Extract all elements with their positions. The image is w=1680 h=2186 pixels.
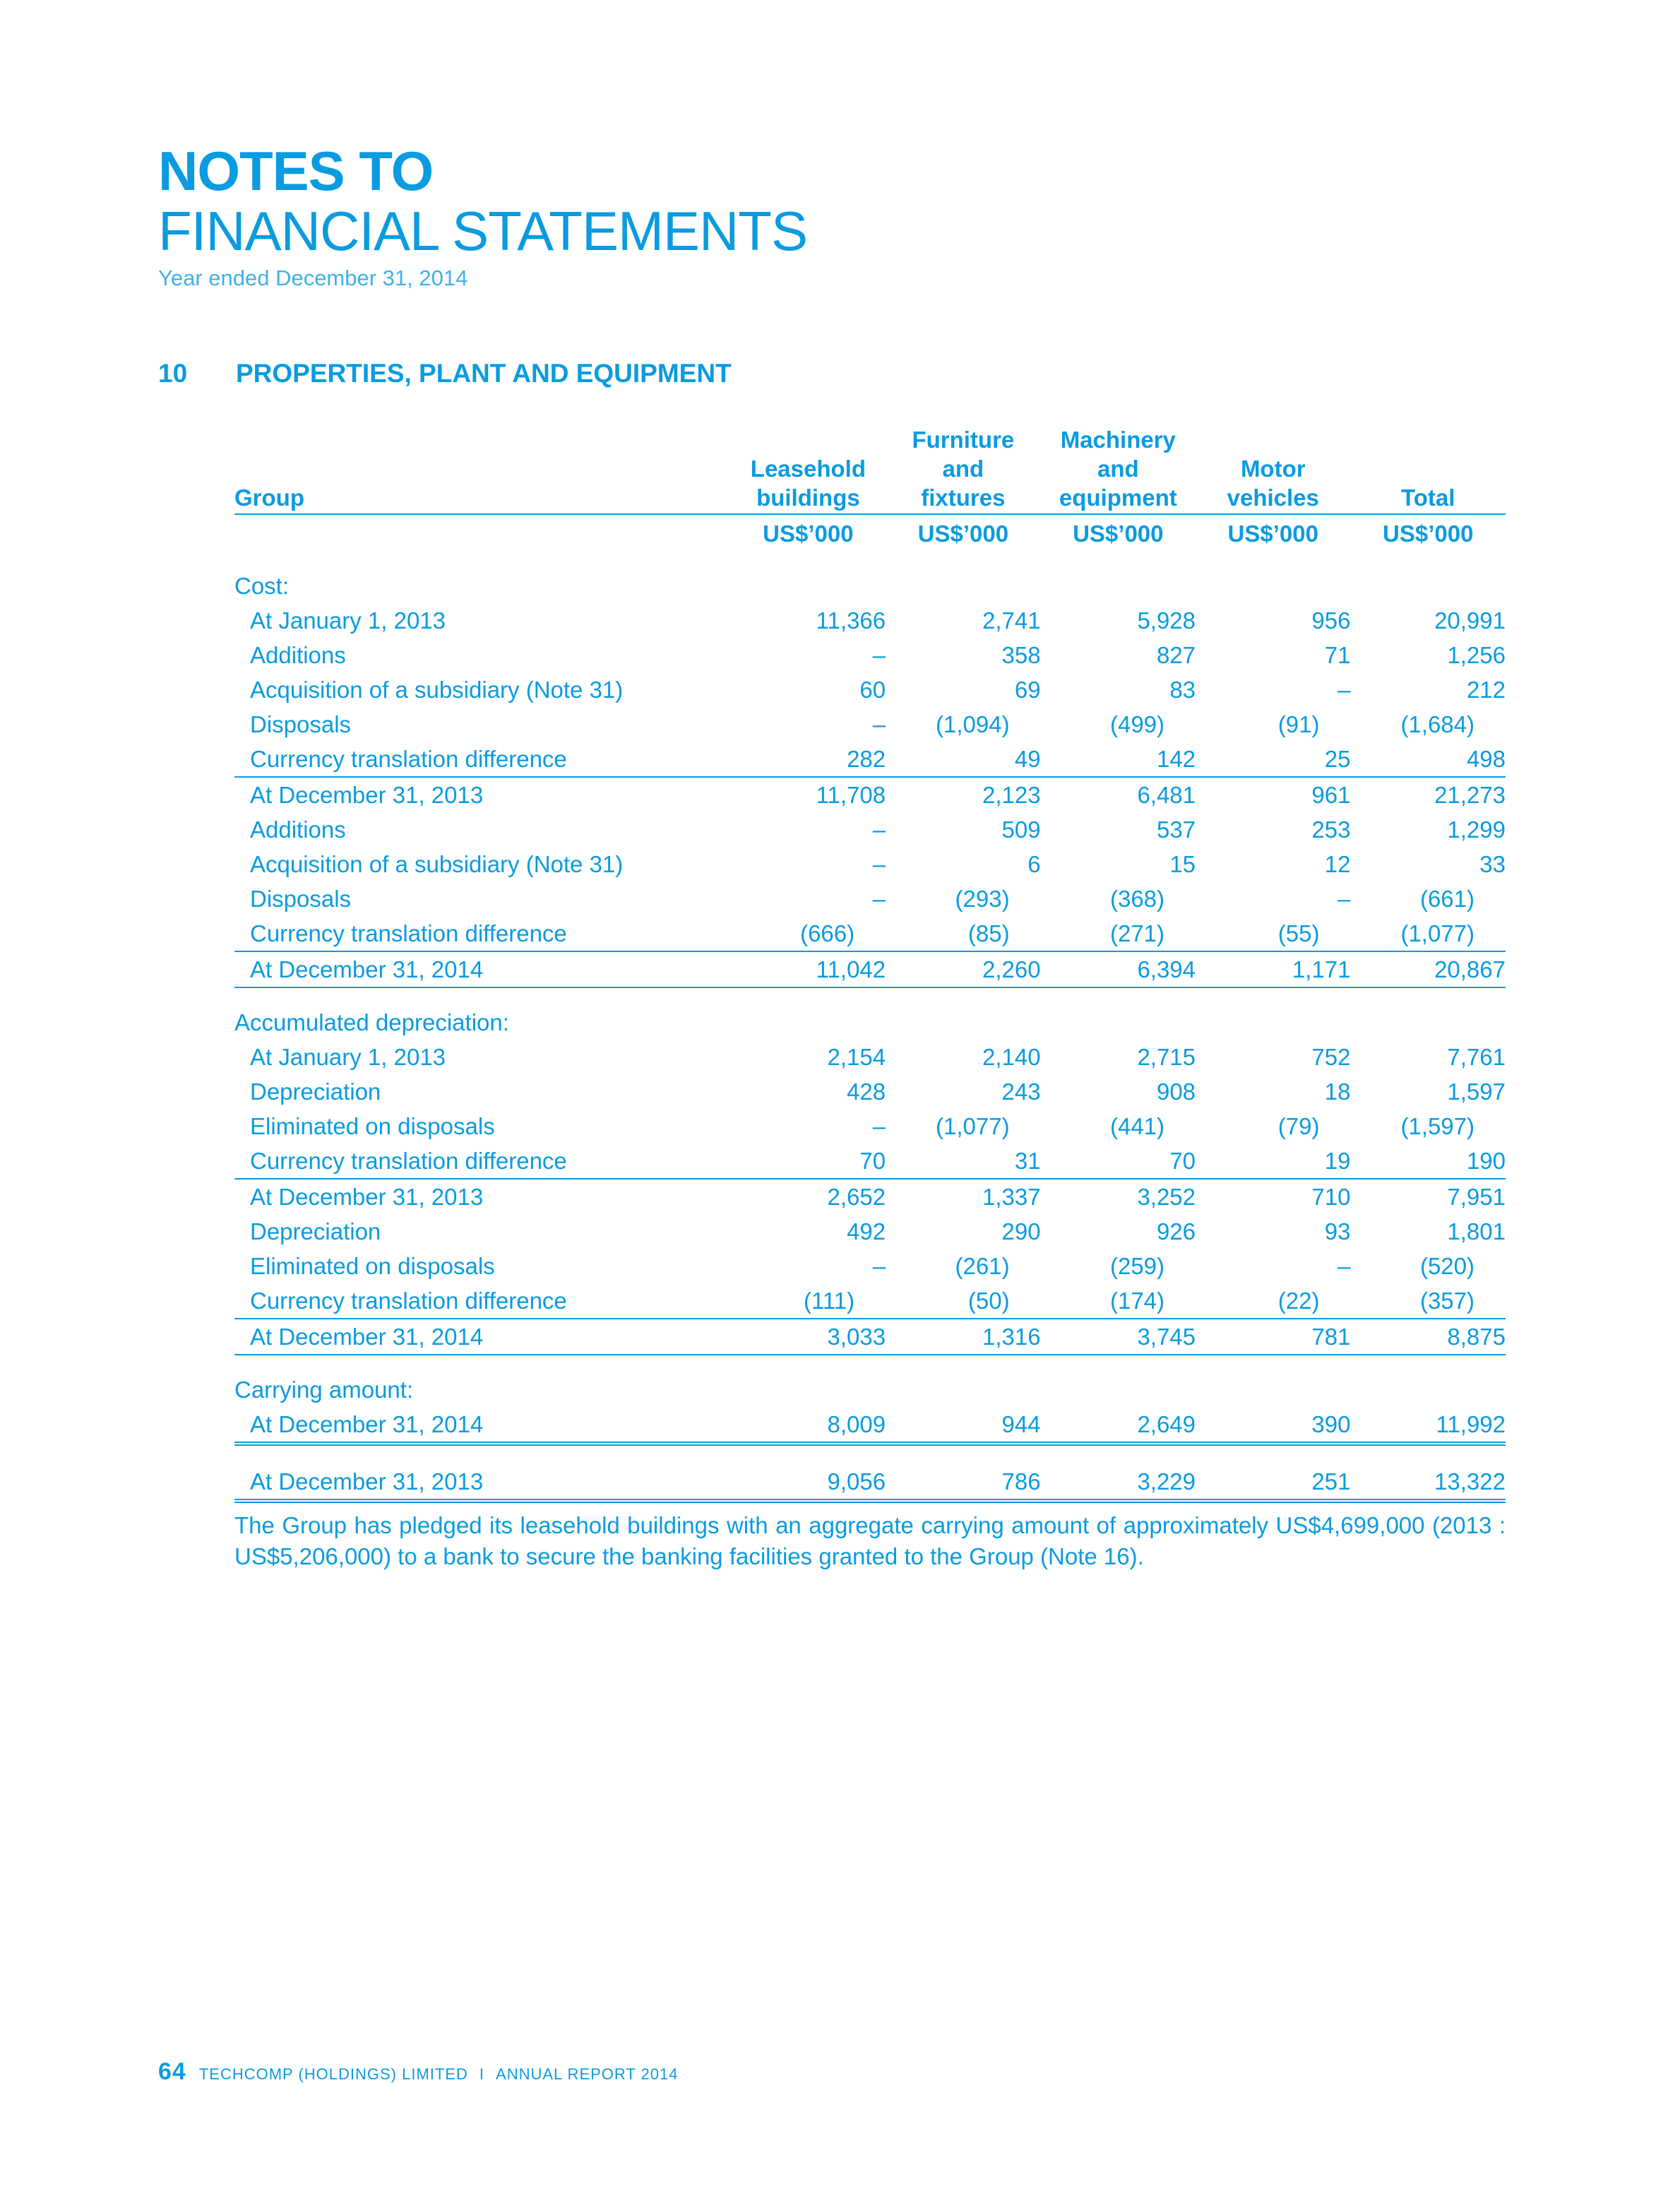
cell-value: (441) xyxy=(1109,1112,1165,1139)
section-title: PROPERTIES, PLANT AND EQUIPMENT xyxy=(236,359,732,388)
row-label: Currency translation difference xyxy=(234,1144,731,1179)
cell-value: 537 xyxy=(1156,816,1196,843)
row-label: Disposals xyxy=(250,885,352,912)
page-footer xyxy=(158,2058,679,2086)
cell-value: 190 xyxy=(1350,1144,1506,1179)
cell-value: – xyxy=(872,816,886,843)
table-section-heading: Accumulated depreciation: xyxy=(234,1009,509,1035)
table-row xyxy=(234,951,1506,987)
cell-value: (50) xyxy=(886,1283,1040,1319)
table-row xyxy=(234,1109,1506,1144)
cell-value: 2,652 xyxy=(827,1183,886,1210)
cell-value: 509 xyxy=(1001,816,1041,843)
cell-value: 6 xyxy=(1027,850,1041,877)
row-label: Currency translation difference xyxy=(234,916,731,951)
cell-value: (174) xyxy=(1041,1283,1196,1319)
cell-value: 9,056 xyxy=(731,1464,886,1501)
cell-value: 827 xyxy=(1156,641,1196,668)
unit-row xyxy=(234,514,1506,552)
table-row xyxy=(234,1144,1506,1179)
row-label: Additions xyxy=(250,816,346,843)
column-header: Leasehold buildings xyxy=(731,425,886,514)
section-number: 10 xyxy=(158,359,188,388)
cell-value: – xyxy=(872,885,886,912)
row-label: Depreciation xyxy=(250,1218,381,1245)
table-body xyxy=(234,552,1506,1501)
cell-value: 1,801 xyxy=(1447,1218,1506,1245)
cell-value: 492 xyxy=(847,1218,886,1245)
group-label: Group xyxy=(234,425,731,514)
cell-value: 69 xyxy=(1014,676,1041,703)
cell-value: – xyxy=(1338,1252,1351,1279)
row-label: At December 31, 2013 xyxy=(250,781,484,808)
cell-value: 12 xyxy=(1324,850,1351,877)
cell-value: (85) xyxy=(886,916,1040,951)
cell-value: 70 xyxy=(731,1144,886,1179)
cell-value: 2,741 xyxy=(982,607,1041,634)
row-label: At January 1, 2013 xyxy=(250,607,446,634)
cell-value: (357) xyxy=(1350,1283,1506,1319)
table-row xyxy=(234,777,1506,812)
row-label: At December 31, 2014 xyxy=(234,1407,731,1444)
title-line-2: FINANCIAL STATEMENTS xyxy=(158,200,807,262)
row-label: Disposals xyxy=(250,711,352,737)
ppe-table xyxy=(234,425,1506,1503)
section-heading-row xyxy=(234,569,1506,603)
cell-value: 390 xyxy=(1196,1407,1350,1444)
table-row xyxy=(234,603,1506,638)
cell-value: 60 xyxy=(859,676,886,703)
cell-value: 18 xyxy=(1324,1078,1351,1105)
cell-value: – xyxy=(872,641,886,668)
table-row xyxy=(234,742,1506,777)
table-row xyxy=(234,812,1506,847)
cell-value: 243 xyxy=(1001,1078,1041,1105)
table-row xyxy=(234,1283,1506,1319)
row-label: Acquisition of a subsidiary (Note 31) xyxy=(250,676,624,703)
cell-value: 710 xyxy=(1311,1183,1351,1210)
cell-value: 49 xyxy=(886,742,1040,777)
row-label: Currency translation difference xyxy=(234,1283,731,1319)
cell-value: 1,337 xyxy=(982,1183,1041,1210)
cell-value: 21,273 xyxy=(1434,781,1506,808)
cell-value: 926 xyxy=(1156,1218,1196,1245)
row-label: At December 31, 2014 xyxy=(234,1319,731,1355)
row-label: Eliminated on disposals xyxy=(250,1112,495,1139)
cell-value: (259) xyxy=(1109,1252,1165,1279)
cell-value: (520) xyxy=(1419,1252,1475,1279)
row-label: At December 31, 2013 xyxy=(234,1464,731,1501)
cell-value: 290 xyxy=(1001,1218,1041,1245)
cell-value: 3,229 xyxy=(1041,1464,1196,1501)
unit-label: US$’000 xyxy=(1383,520,1474,547)
cell-value: 142 xyxy=(1041,742,1196,777)
table-row xyxy=(234,1040,1506,1074)
company-name: TECHCOMP (HOLDINGS) LIMITED xyxy=(198,2065,468,2083)
cell-value: (55) xyxy=(1196,916,1350,951)
cell-value: 253 xyxy=(1311,816,1351,843)
cell-value: 11,366 xyxy=(816,607,886,634)
cell-value: (79) xyxy=(1277,1112,1320,1139)
cell-value: (22) xyxy=(1196,1283,1350,1319)
table-row xyxy=(234,707,1506,742)
cell-value: (1,077) xyxy=(1350,916,1506,951)
section-heading-row xyxy=(234,1005,1506,1040)
cell-value: (91) xyxy=(1277,711,1320,737)
row-label: Acquisition of a subsidiary (Note 31) xyxy=(250,850,624,877)
cell-value: 31 xyxy=(886,1144,1040,1179)
cell-value: 20,867 xyxy=(1350,951,1506,987)
cell-value: 15 xyxy=(1169,850,1196,877)
cell-value: 282 xyxy=(731,742,886,777)
cell-value: 83 xyxy=(1169,676,1196,703)
cell-value: (293) xyxy=(955,885,1010,912)
column-header: Furniture and fixtures xyxy=(886,425,1040,514)
row-label: Depreciation xyxy=(250,1078,381,1105)
cell-value: (1,094) xyxy=(936,711,1010,737)
table-section-heading: Carrying amount: xyxy=(234,1376,414,1403)
cell-value: 11,042 xyxy=(731,951,886,987)
cell-value: 956 xyxy=(1311,607,1351,634)
cell-value: 752 xyxy=(1311,1043,1351,1070)
cell-value: 1,171 xyxy=(1196,951,1350,987)
page-header xyxy=(158,138,807,294)
cell-value: 13,322 xyxy=(1350,1464,1506,1501)
report-name: ANNUAL REPORT 2014 xyxy=(496,2065,679,2083)
title-line-1: NOTES TO xyxy=(158,140,434,202)
cell-value: 212 xyxy=(1466,676,1506,703)
cell-value: (666) xyxy=(731,916,886,951)
unit-label: US$’000 xyxy=(917,520,1009,547)
cell-value: (261) xyxy=(955,1252,1010,1279)
section-heading-row xyxy=(234,1372,1506,1407)
cell-value: (271) xyxy=(1041,916,1196,951)
cell-value: 11,992 xyxy=(1350,1407,1506,1444)
cell-value: 6,394 xyxy=(1041,951,1196,987)
cell-value: 3,745 xyxy=(1041,1319,1196,1355)
table-row xyxy=(234,1319,1506,1355)
table-row xyxy=(234,916,1506,951)
table-row xyxy=(234,881,1506,916)
row-label: At December 31, 2014 xyxy=(234,951,731,987)
row-label: At December 31, 2013 xyxy=(250,1183,484,1210)
cell-value: – xyxy=(872,1112,886,1139)
cell-value: 786 xyxy=(886,1464,1040,1501)
cell-value: 3,252 xyxy=(1137,1183,1196,1210)
cell-value: 2,154 xyxy=(827,1043,886,1070)
cell-value: 70 xyxy=(1041,1144,1196,1179)
footer-separator: I xyxy=(479,2065,485,2083)
column-header: Total xyxy=(1350,425,1506,514)
cell-value: 1,256 xyxy=(1447,641,1506,668)
cell-value: 93 xyxy=(1324,1218,1351,1245)
cell-value: 3,033 xyxy=(731,1319,886,1355)
cell-value: 2,123 xyxy=(982,781,1041,808)
table-row xyxy=(234,1407,1506,1444)
cell-value: (1,077) xyxy=(936,1112,1010,1139)
pledge-note: The Group has pledged its leasehold buildings with an aggregate carrying amount of approximately US$4,699,000 (2013 : US$5,206,000) to a bank to secure the banking facilities granted to the Group (Note 16). xyxy=(234,1512,1506,1569)
table-row xyxy=(234,638,1506,672)
cell-value: 498 xyxy=(1350,742,1506,777)
cell-value: 1,316 xyxy=(886,1319,1040,1355)
cell-value: 2,140 xyxy=(982,1043,1041,1070)
cell-value: (111) xyxy=(731,1283,886,1319)
column-header-row xyxy=(234,425,1506,514)
cell-value: – xyxy=(872,711,886,737)
cell-value: (1,597) xyxy=(1400,1112,1475,1139)
cell-value: 8,009 xyxy=(731,1407,886,1444)
column-header: Machinery and equipment xyxy=(1041,425,1196,514)
column-header: Motor vehicles xyxy=(1196,425,1350,514)
row-label: Additions xyxy=(250,641,346,668)
cell-value: 908 xyxy=(1156,1078,1196,1105)
cell-value: 428 xyxy=(847,1078,886,1105)
cell-value: 2,715 xyxy=(1137,1043,1196,1070)
cell-value: (368) xyxy=(1109,885,1165,912)
cell-value: 251 xyxy=(1196,1464,1350,1501)
subtitle: Year ended December 31, 2014 xyxy=(158,266,468,290)
cell-value: 7,951 xyxy=(1447,1183,1506,1210)
table-row xyxy=(234,1249,1506,1283)
row-label: At January 1, 2013 xyxy=(250,1043,446,1070)
cell-value: – xyxy=(872,850,886,877)
cell-value: 1,299 xyxy=(1447,816,1506,843)
cell-value: 5,928 xyxy=(1137,607,1196,634)
table-row xyxy=(234,847,1506,881)
cell-value: 71 xyxy=(1324,641,1351,668)
table-section-heading: Cost: xyxy=(234,572,290,599)
cell-value: (499) xyxy=(1109,711,1165,737)
cell-value: 2,260 xyxy=(886,951,1040,987)
cell-value: – xyxy=(872,1252,886,1279)
table-row xyxy=(234,1214,1506,1249)
cell-value: 6,481 xyxy=(1137,781,1196,808)
table-row xyxy=(234,1074,1506,1109)
unit-label: US$’000 xyxy=(763,520,854,547)
cell-value: 2,649 xyxy=(1041,1407,1196,1444)
cell-value: 944 xyxy=(886,1407,1040,1444)
cell-value: 961 xyxy=(1311,781,1351,808)
cell-value: 25 xyxy=(1196,742,1350,777)
cell-value: 11,708 xyxy=(816,781,886,808)
cell-value: – xyxy=(1338,885,1351,912)
cell-value: 7,761 xyxy=(1447,1043,1506,1070)
cell-value: 19 xyxy=(1196,1144,1350,1179)
cell-value: 781 xyxy=(1196,1319,1350,1355)
section-heading xyxy=(158,359,732,388)
unit-label: US$’000 xyxy=(1227,520,1318,547)
cell-value: 20,991 xyxy=(1434,607,1506,634)
table-row xyxy=(234,1179,1506,1214)
cell-value: (1,684) xyxy=(1400,711,1475,737)
cell-value: 358 xyxy=(1001,641,1041,668)
row-label: Currency translation difference xyxy=(234,742,731,777)
cell-value: – xyxy=(1338,676,1351,703)
cell-value: 33 xyxy=(1479,850,1506,877)
page-number: 64 xyxy=(158,2058,186,2085)
cell-value: 8,875 xyxy=(1350,1319,1506,1355)
unit-label: US$’000 xyxy=(1073,520,1164,547)
cell-value: (661) xyxy=(1419,885,1475,912)
table-row xyxy=(234,672,1506,707)
table-row xyxy=(234,1464,1506,1501)
cell-value: 1,597 xyxy=(1447,1078,1506,1105)
row-label: Eliminated on disposals xyxy=(250,1252,495,1279)
